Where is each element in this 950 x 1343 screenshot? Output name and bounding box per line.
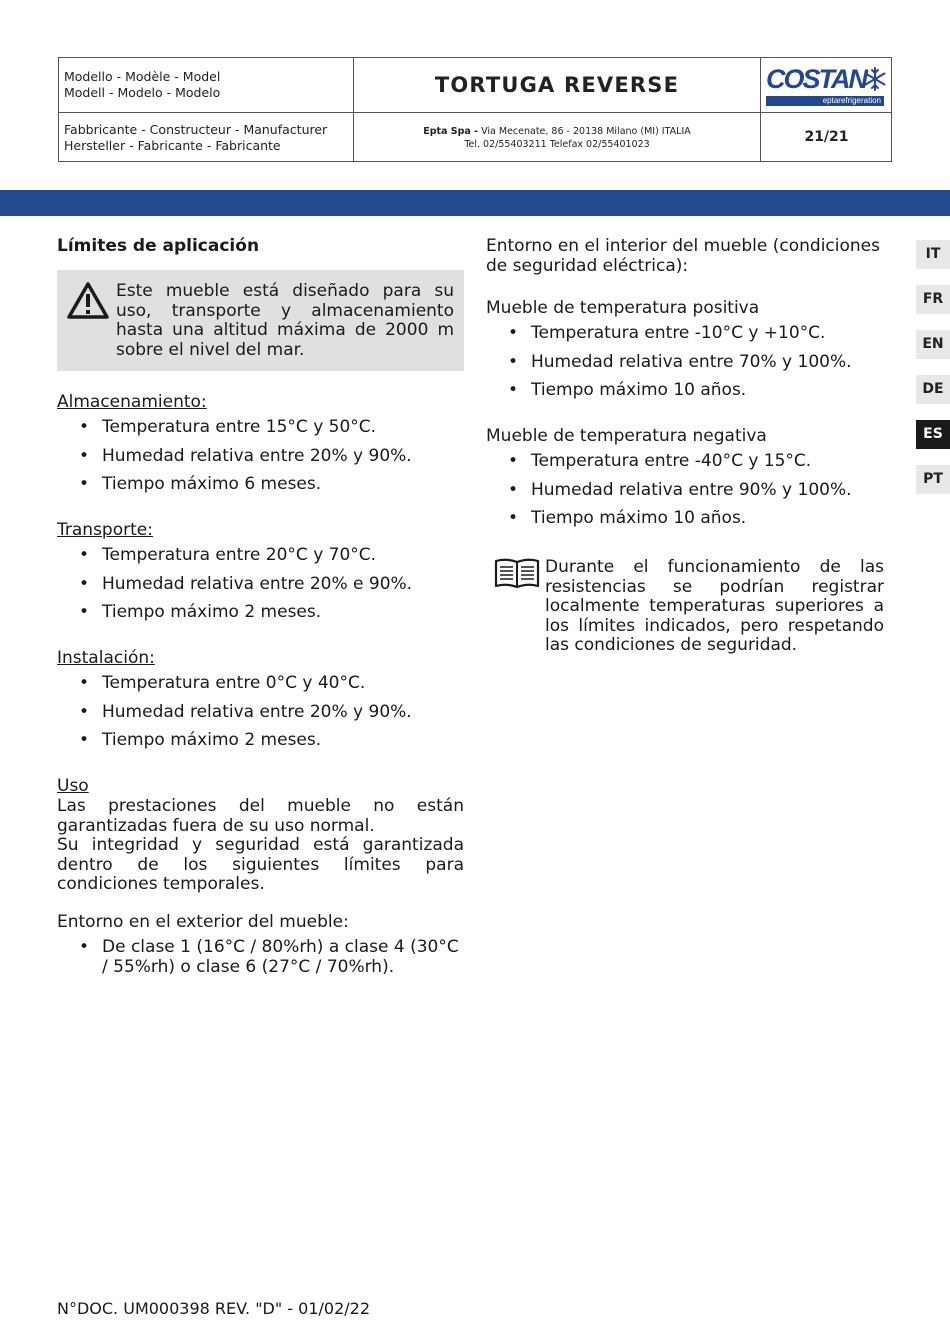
document-number: N°DOC. UM000398 REV. "D" - 01/02/22 (57, 1299, 371, 1318)
company-name: Epta Spa - (423, 126, 479, 137)
tab-es[interactable]: ES (916, 420, 950, 449)
installation-heading: Instalación: (57, 648, 155, 668)
exterior-heading: Entorno en el exterior del mueble: (57, 912, 349, 932)
list-item: • Tiempo máximo 6 meses. (57, 475, 412, 504)
negative-heading: Mueble de temperatura negativa (486, 426, 767, 446)
list-item: • Tiempo máximo 2 meses. (57, 603, 412, 632)
company-phone: Tel. 02/55403211 Telefax 02/55401023 (464, 139, 650, 150)
list-item: • De clase 1 (16°C / 80%rh) a clase 4 (30°C / 55%rh) o clase 6 (27°C / 70%rh). (57, 938, 464, 977)
model-label-line-1: Modello - Modèle - Model (64, 69, 221, 84)
list-item: • Humedad relativa entre 20% y 90%. (57, 703, 412, 732)
storage-list (57, 418, 412, 504)
blue-divider-band (0, 190, 950, 216)
list-item: • Tiempo máximo 10 años. (486, 509, 852, 538)
tab-de[interactable]: DE (916, 375, 950, 404)
document-header (58, 57, 892, 162)
costan-logo (766, 66, 886, 106)
list-item: • Humedad relativa entre 70% y 100%. (486, 353, 852, 382)
warning-icon (66, 281, 110, 320)
book-icon (494, 557, 540, 590)
use-heading: Uso (57, 776, 89, 796)
company-address: Via Mecenate, 86 - 20138 Milano (MI) ITALIA (478, 126, 691, 137)
manufacturer-label (64, 122, 349, 154)
tab-fr[interactable]: FR (916, 285, 950, 314)
warning-text: Este mueble está diseñado para su uso, transporte y almacenamiento hasta una altitud máxima de 2000 m sobre el nivel del mar. (116, 281, 454, 360)
section-title: Límites de aplicación (57, 236, 260, 256)
warning-box (57, 270, 464, 371)
use-paragraph-2: Su integridad y seguridad está garantizada dentro de los siguientes límites para condiciones temporales. (57, 835, 464, 894)
manufacturer-address (354, 125, 760, 151)
use-paragraph-1: Las prestaciones del mueble no están garantizadas fuera de su uso normal. (57, 796, 464, 836)
list-item: • Temperatura entre -40°C y 15°C. (486, 452, 852, 481)
list-item: • Humedad relativa entre 90% y 100%. (486, 481, 852, 510)
note-text: Durante el funcionamiento de las resistencias se podrían registrar localmente temperaturas superiores a los límites indicados, pero respetando las condiciones de seguridad. (545, 557, 884, 655)
list-item: • Temperatura entre 15°C y 50°C. (57, 418, 412, 447)
positive-list (486, 324, 852, 410)
list-item: • Humedad relativa entre 20% e 90%. (57, 575, 412, 604)
list-item: • Temperatura entre 0°C y 40°C. (57, 674, 412, 703)
negative-list (486, 452, 852, 538)
transport-heading: Transporte: (57, 520, 153, 540)
tab-it[interactable]: IT (916, 240, 950, 269)
positive-heading: Mueble de temperatura positiva (486, 298, 760, 318)
list-item: • Temperatura entre 20°C y 70°C. (57, 546, 412, 575)
transport-list (57, 546, 412, 632)
installation-list (57, 674, 412, 760)
manufacturer-label-line-1: Fabbricante - Constructeur - Manufacturer (64, 122, 328, 137)
logo-wordmark: COSTAN (766, 64, 866, 94)
list-item: • Tiempo máximo 10 años. (486, 381, 852, 410)
list-item: • Humedad relativa entre 20% y 90%. (57, 447, 412, 476)
model-label-line-2: Modell - Modelo - Modelo (64, 85, 221, 100)
model-title: TORTUGA REVERSE (434, 73, 680, 97)
list-item: • Temperatura entre -10°C y +10°C. (486, 324, 852, 353)
page-number: 21/21 (804, 129, 849, 145)
list-item: • Tiempo máximo 2 meses. (57, 731, 412, 760)
tab-en[interactable]: EN (916, 330, 950, 359)
manufacturer-label-line-2: Hersteller - Fabricante - Fabricante (64, 138, 281, 153)
model-label (64, 69, 349, 101)
exterior-list (57, 938, 464, 977)
logo-tagline: eptarefrigeration (766, 96, 884, 106)
interior-heading: Entorno en el interior del mueble (condiciones de seguridad eléctrica): (486, 236, 880, 276)
tab-pt[interactable]: PT (916, 465, 950, 494)
snowflake-icon (863, 67, 887, 91)
storage-heading: Almacenamiento: (57, 392, 207, 412)
